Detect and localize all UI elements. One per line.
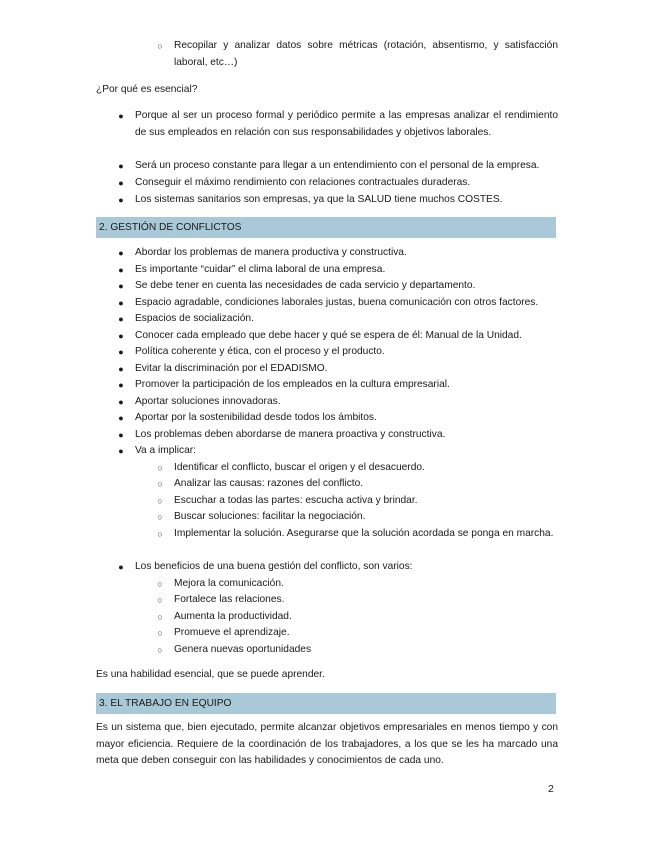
hollow-bullet-icon: ○ <box>157 528 163 539</box>
filled-bullet-icon: ● <box>118 330 124 341</box>
sub-list-item: ○ Escuchar a todas las partes: escucha activa y brindar. <box>174 493 558 510</box>
list-item: ● Los sistemas sanitarios son empresas, ya que la SALUD tiene muchos COSTES. <box>135 192 558 209</box>
sub-list-item: ○ Promueve el aprendizaje. <box>174 625 558 642</box>
list-item: ● Promover la participación de los empleados en la cultura empresarial. <box>135 377 558 394</box>
sub-list-item: ○ Aumenta la productividad. <box>174 609 558 626</box>
hollow-bullet-icon: ○ <box>157 462 163 473</box>
list-item: ● Será un proceso constante para llegar a un entendimiento con el personal de la empresa. <box>135 158 558 175</box>
sub-list-item: ○ Genera nuevas oportunidades <box>174 642 558 659</box>
list-item: ● Aportar por la sostenibilidad desde todos los ámbitos. <box>135 410 558 427</box>
section-paragraph: Es un sistema que, bien ejecutado, permite alcanzar objetivos empresariales en menos tiempo y con mayor eficiencia. Requiere de la coordinación de los trabajadores, a los que se les ha marcado una meta que deben conseguir con las habilidades y conocimientos de cada uno. <box>96 722 558 766</box>
filled-bullet-icon: ● <box>118 380 124 390</box>
filled-bullet-icon: ● <box>118 396 124 407</box>
list-item: ● Aportar soluciones innovadoras. <box>135 394 558 411</box>
list-item: ● Espacios de socialización. <box>135 311 558 328</box>
list-item: ● Espacio agradable, condiciones laborales justas, buena comunicación con otros factores. <box>135 295 558 312</box>
list-item: ● Abordar los problemas de manera productiva y constructiva. <box>135 245 558 262</box>
sub-list-item: ○ Buscar soluciones: facilitar la negociación. <box>174 509 558 526</box>
list-item: ● Va a implicar: <box>135 443 558 460</box>
filled-bullet-icon: ● <box>118 314 124 324</box>
hollow-bullet-icon: ○ <box>157 628 163 638</box>
filled-bullet-icon: ● <box>118 562 124 572</box>
list-item: ● Es importante “cuidar” el clima laboral de una empresa. <box>135 262 558 279</box>
list-item: ● Evitar la discriminación por el EDADISMO. <box>135 361 558 378</box>
closing-text: Es una habilidad esencial, que se puede aprender. <box>96 669 325 680</box>
sub-list-item: ○ Implementar la solución. Asegurarse que la solución acordada se ponga en marcha. <box>174 526 558 543</box>
hollow-bullet-icon: ○ <box>157 595 163 605</box>
sub-list-item: ○ Fortalece las relaciones. <box>174 592 558 609</box>
filled-bullet-icon: ● <box>118 248 124 258</box>
list-item: ● Los beneficios de una buena gestión del conflicto, son varios: <box>135 559 558 576</box>
hollow-bullet-icon: ○ <box>157 41 163 51</box>
list-item: ● Conocer cada empleado que debe hacer y qué se espera de él: Manual de la Unidad. <box>135 328 558 345</box>
list-item: ● Conseguir el máximo rendimiento con relaciones contractuales duraderas. <box>135 175 558 192</box>
filled-bullet-icon: ● <box>118 178 124 188</box>
question-heading: ¿Por qué es esencial? <box>96 84 198 95</box>
hollow-bullet-icon: ○ <box>157 479 163 489</box>
filled-bullet-icon: ● <box>118 281 124 291</box>
section-heading-trabajo-equipo: 3. EL TRABAJO EN EQUIPO <box>96 693 556 714</box>
sub-list-item: ○ Analizar las causas: razones del conflicto. <box>174 476 558 493</box>
filled-bullet-icon: ● <box>118 363 124 374</box>
list-item: ● Política coherente y ética, con el proceso y el producto. <box>135 344 558 361</box>
hollow-bullet-icon: ○ <box>157 611 163 622</box>
list-item: ● Se debe tener en cuenta las necesidades de cada servicio y departamento. <box>135 278 558 295</box>
filled-bullet-icon: ● <box>118 195 124 205</box>
page-number: 2 <box>548 783 554 795</box>
list-item: ● Porque al ser un proceso formal y periódico permite a las empresas analizar el rendimiento de sus empleados en relación con sus responsabilidades y objetivos laborales. <box>135 108 558 141</box>
filled-bullet-icon: ● <box>118 297 124 308</box>
filled-bullet-icon: ● <box>118 429 124 440</box>
filled-bullet-icon: ● <box>118 413 124 423</box>
hollow-bullet-icon: ○ <box>157 495 163 506</box>
filled-bullet-icon: ● <box>118 111 124 121</box>
hollow-bullet-icon: ○ <box>157 644 163 655</box>
sub-list-item: ○ Mejora la comunicación. <box>174 576 558 593</box>
filled-bullet-icon: ● <box>118 446 124 456</box>
sub-list-item: ○ Identificar el conflicto, buscar el origen y el desacuerdo. <box>174 460 558 477</box>
hollow-bullet-icon: ○ <box>157 578 163 589</box>
section-heading-gestion-conflictos: 2. GESTIÓN DE CONFLICTOS <box>96 217 556 238</box>
filled-bullet-icon: ● <box>118 264 124 275</box>
filled-bullet-icon: ● <box>118 161 124 171</box>
hollow-bullet-icon: ○ <box>157 512 163 522</box>
filled-bullet-icon: ● <box>118 347 124 357</box>
list-item: ○ Recopilar y analizar datos sobre métricas (rotación, absentismo, y satisfacción laboral, etc…) <box>174 38 558 71</box>
list-item: ● Los problemas deben abordarse de manera proactiva y constructiva. <box>135 427 558 444</box>
